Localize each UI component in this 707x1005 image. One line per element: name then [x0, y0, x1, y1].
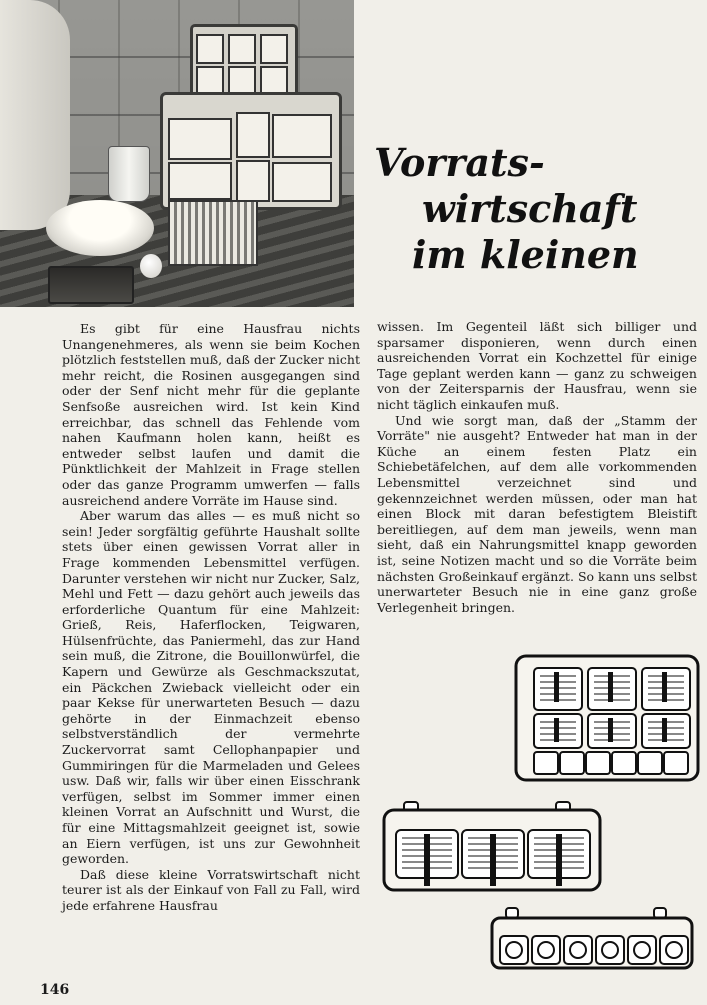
paragraph: Und wie sorgt man, daß der „Stamm der Vorräte" nie ausgeht? Entweder hat man in der Küche an einem festen Platz ein Schiebetäfelchen, auf dem alle vorkommenden Lebensmittel verzeichnet sind und gekennzeichnet werden müssen, oder man hat einen Block mit daran befestigtem Bleistift bereitliegen, auf dem man jeweils, wenn man sieht, daß ein Nahrungsmittel knapp geworden ist, seine Notizen macht und so die Vorräte beim nächsten Großeinkauf ergänzt. So kann uns selbst unerwarteter Besuch nie in eine ganz große Verlegenheit bringen. [377, 412, 697, 615]
article-title [368, 140, 698, 280]
cabinet-drawing-medium [380, 800, 604, 896]
title-line-2: wirtschaft [422, 186, 638, 231]
paragraph: Aber warum das alles — es muß nicht so sein! Jeder sorgfältig geführte Haushalt sollte stets über einen gewissen Vorrat aller in Frage kommenden Lebensmittel verfügen. Darunter verstehen wir nicht nur Zucker, Salz, Mehl und Fett — dazu gehört auch jeweils das erforderliche Quantum für eine Mahlzeit: Grieß, Reis, Haferflocken, Teigwaren, Hülsenfrüchte, das Paniermehl, das zur Hand sein muß, die Zitrone, die Bouillonwürfel, die Kapern und Gewürze als Geschmackszutat, ein Päckchen Zwieback vielleicht oder ein paar Kekse für unerwarteten Besuch — dazu gehörte in der Einmachzeit ebenso selbstverständlich der vermehrte Zuckervorrat samt Cellophanpapier und Gummiringen für die Marmeladen und Gelees usw. Daß wir, falls wir über einen Eisschrank verfügen, selbst im Sommer immer einen kleinen Vorrat an Aufschnitt und Wurst, die für eine Mittagsmahlzeit geeignet ist, sowie an Eiern verfügen, ist uns zur Gewohnheit geworden. [62, 508, 360, 867]
spice-rack-drawing [488, 906, 698, 972]
paragraph: Es gibt für eine Hausfrau nichts Unangenehmeres, als wenn sie beim Kochen plötzlich feststellen muß, daß der Zucker nicht mehr reicht, die Rosinen ausgegangen sind oder der Senf nicht mehr für die geplante Senfsoße ausreichen wird. Ist kein Kind erreichbar, das schnell das Fehlende vom nahen Kaufmann holen kann, heißt es entweder selbst laufen und damit die Pünktlichkeit der Mahlzeit in Frage stellen oder das ganze Programm umwerfen — falls ausreichend andere Vorräte im Hause sind. [62, 321, 360, 508]
paragraph: Daß diese kleine Vorratswirtschaft nicht teurer ist als der Einkauf von Fall zu Fall, wird jede erfahrene Hausfrau [62, 866, 360, 913]
left-text-column [62, 321, 360, 914]
kitchen-photo [0, 0, 354, 307]
cabinet-drawing-large [512, 654, 702, 786]
right-text-column [377, 319, 697, 615]
title-line-3: im kleinen [412, 232, 639, 277]
title-line-1: Vorrats- [374, 140, 545, 185]
page-number: 146 [40, 982, 70, 998]
paragraph: wissen. Im Gegenteil läßt sich billiger und sparsamer disponieren, wenn durch einen ausreichenden Vorrat ein Kochzettel für einige Tage geplant werden kann — ganz zu schweigen von der Zeitersparnis der Hausfrau, wenn sie nicht täglich einkaufen muß. [377, 319, 697, 412]
